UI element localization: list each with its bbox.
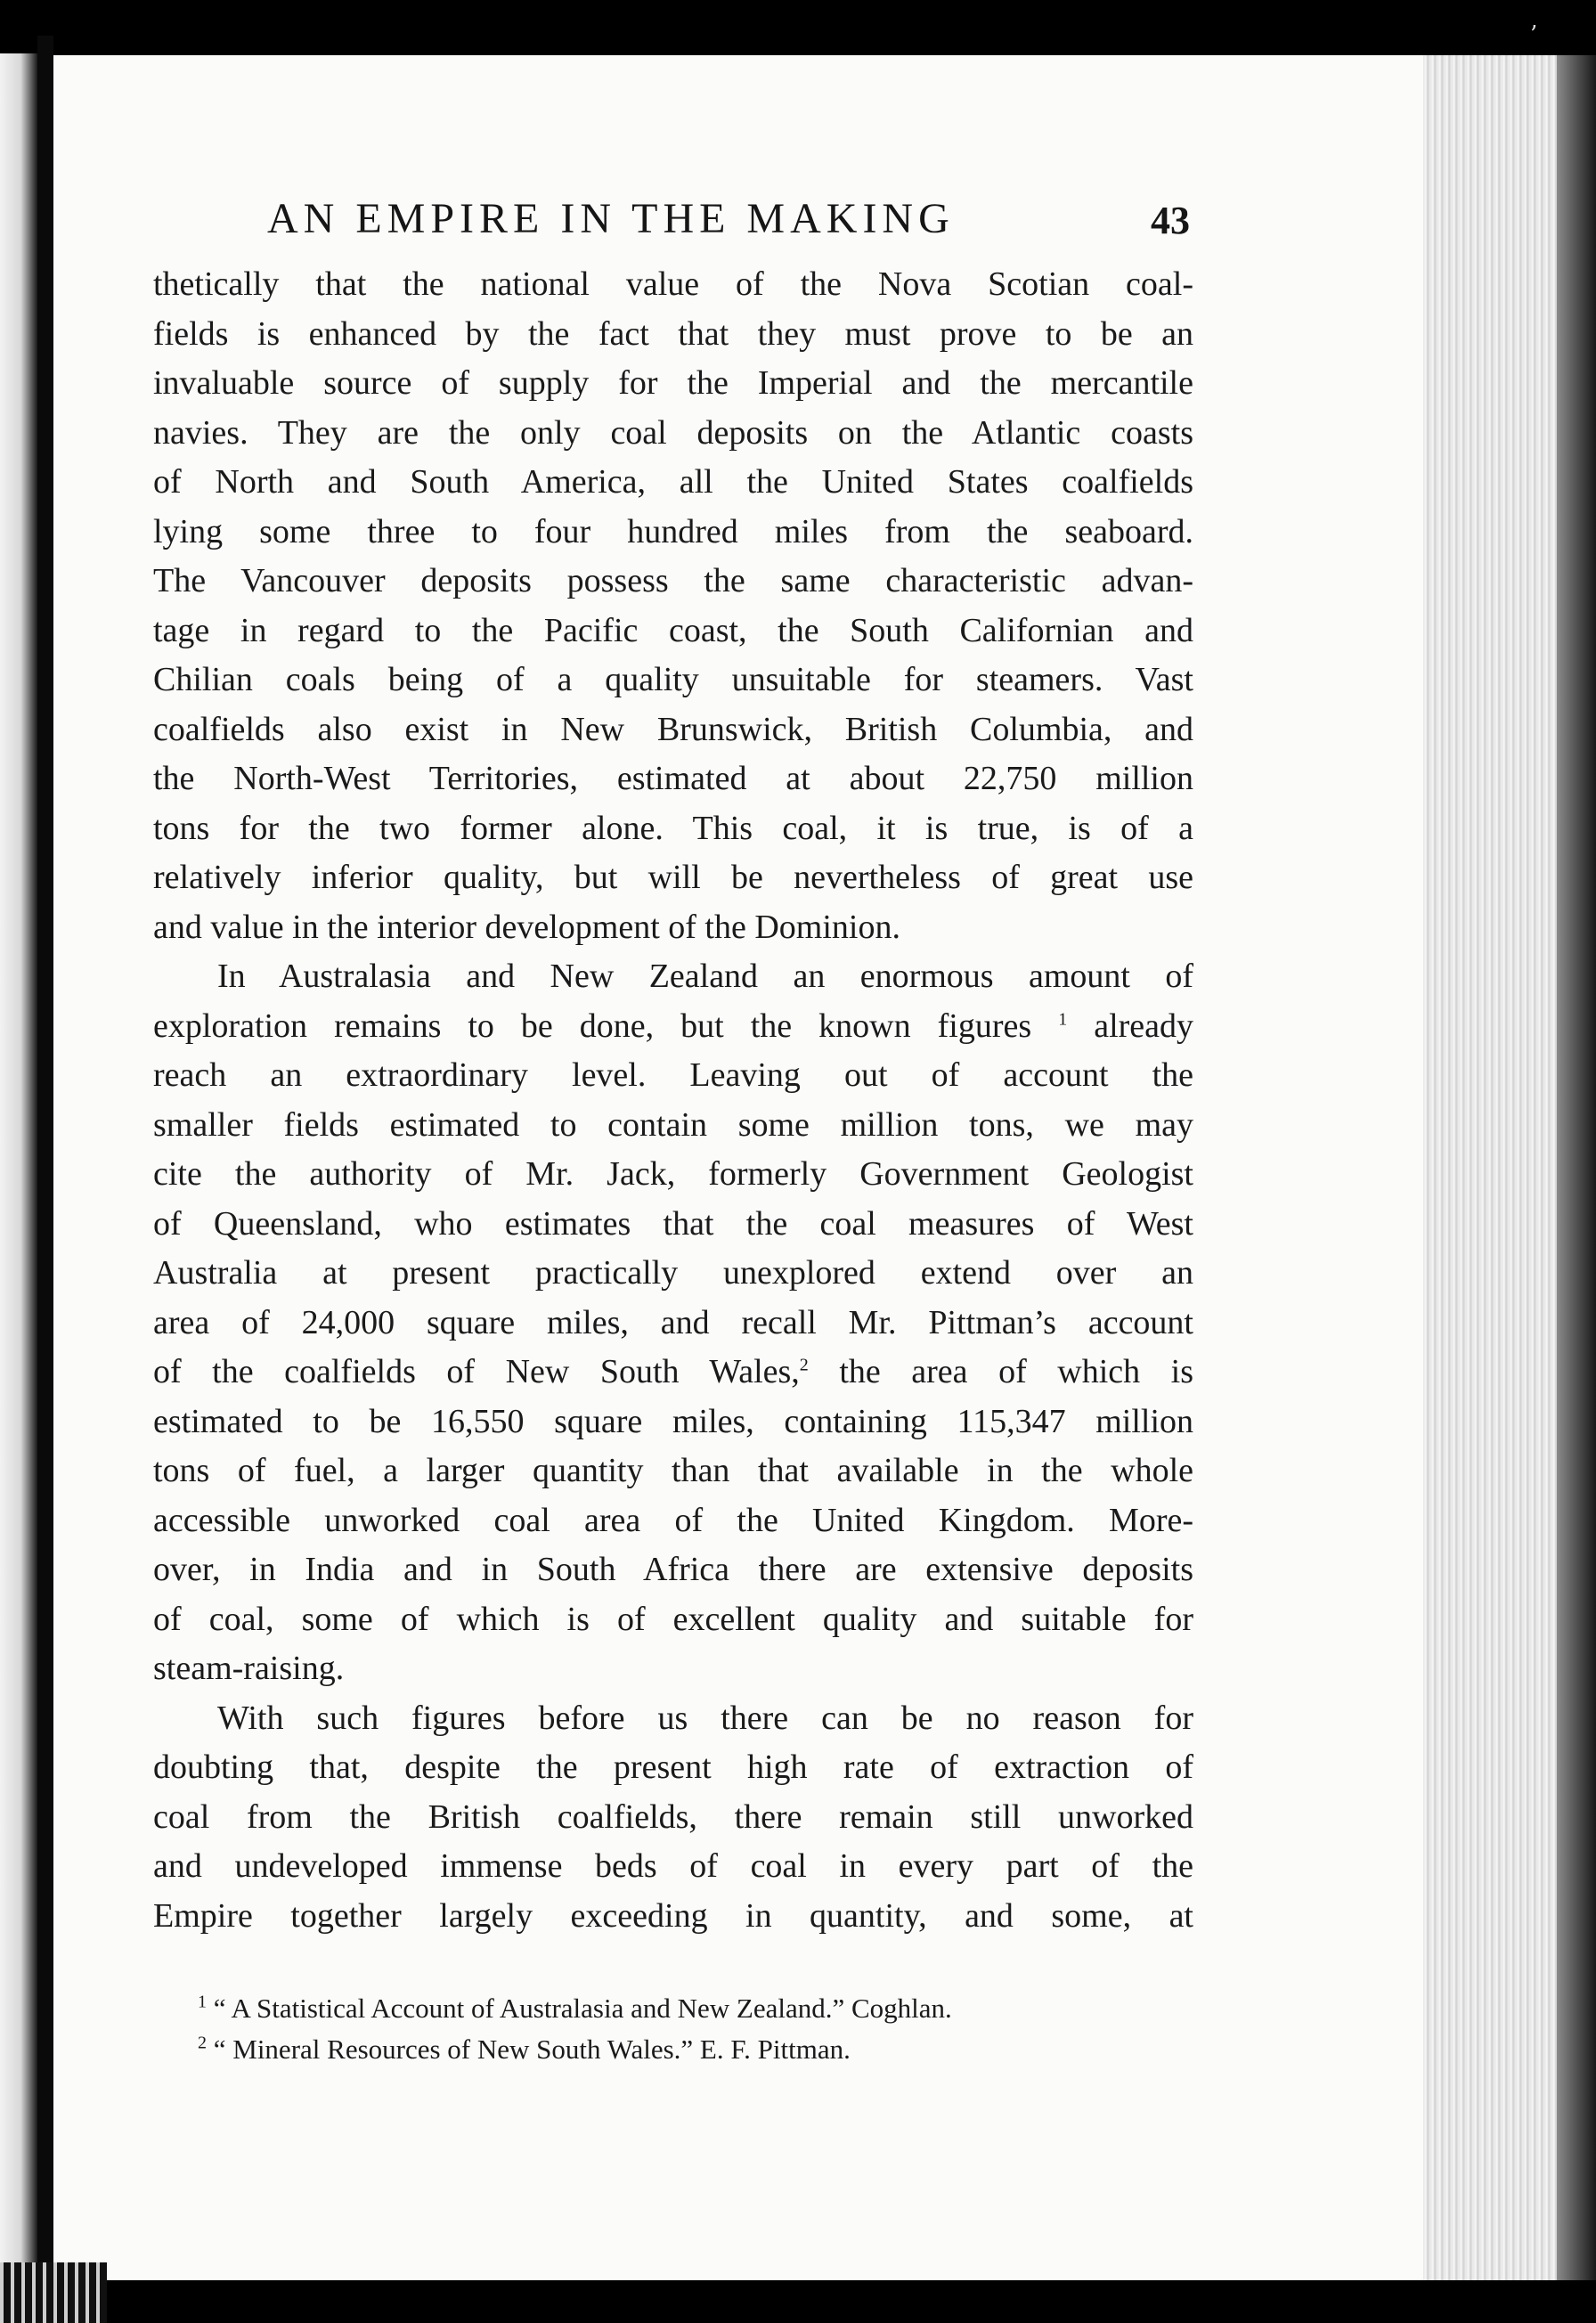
text-line: tons of fuel, a larger quantity than that available in the whole bbox=[153, 1452, 1193, 1489]
text-line: reach an extraordinary level. Leaving out of account the bbox=[153, 1056, 1193, 1094]
text-line: tons for the two former alone. This coal, it is true, is of a bbox=[153, 809, 1193, 847]
page-number: 43 bbox=[1151, 199, 1190, 242]
text-line: The Vancouver deposits possess the same characteristic advan- bbox=[153, 562, 1193, 599]
text-line: cite the authority of Mr. Jack, formerly Government Geologist bbox=[153, 1155, 1193, 1193]
text-line: the North-West Territories, estimated at about 22,750 million bbox=[153, 760, 1193, 797]
text-line: doubting that, despite the present high rate of extraction of bbox=[153, 1748, 1193, 1786]
text-line: coal from the British coalfields, there remain still unworked bbox=[153, 1797, 1193, 1836]
footnote bbox=[198, 1988, 1133, 2029]
text-line: thetically that the national value of the Nova Scotian coal- bbox=[153, 265, 1193, 303]
text-line: In Australasia and New Zealand an enormous amount of bbox=[217, 958, 1193, 995]
text-line: Australia at present practically unexplored extend over an bbox=[153, 1254, 1193, 1292]
footnotes bbox=[198, 1988, 1133, 2070]
footnote-reference: 1 bbox=[1058, 1008, 1068, 1029]
text-line: fields is enhanced by the fact that they must prove to be an bbox=[153, 314, 1193, 353]
text-line: smaller fields estimated to contain some million tons, we may bbox=[153, 1105, 1193, 1144]
text-line: Empire together largely exceeding in quantity, and some, at bbox=[153, 1896, 1193, 1935]
text-line-with-footnote bbox=[153, 1348, 1193, 1398]
text-line: over, in India and in South Africa there are extensive deposits bbox=[153, 1551, 1193, 1588]
footnote-reference: 2 bbox=[799, 1355, 809, 1375]
footnote-marker: 2 bbox=[198, 2033, 207, 2053]
text-line-with-footnote bbox=[153, 1002, 1193, 1052]
left-page-edge bbox=[0, 53, 37, 2262]
text-line: accessible unworked coal area of the United Kingdom. More- bbox=[153, 1501, 1193, 1539]
text-line: Chilian coals being of a quality unsuitable for steamers. Vast bbox=[153, 661, 1193, 698]
book-gutter bbox=[37, 36, 53, 2323]
line-text: of the coalfields of New South Wales, bbox=[153, 1353, 800, 1390]
text-line: relatively inferior quality, but will be nevertheless of great use bbox=[153, 859, 1193, 896]
text-line: estimated to be 16,550 square miles, containing 115,347 million bbox=[153, 1402, 1193, 1440]
text-line: and value in the interior development of the Dominion. bbox=[153, 908, 900, 946]
corner-mark: ’ bbox=[1530, 21, 1538, 48]
text-line: lying some three to four hundred miles from the seaboard. bbox=[153, 512, 1193, 550]
stacked-page-edges bbox=[1423, 55, 1557, 2280]
text-line: steam-raising. bbox=[153, 1650, 345, 1687]
binding-fringe bbox=[0, 2262, 107, 2323]
text-line: area of 24,000 square miles, and recall Mr. Pittman’s account bbox=[153, 1303, 1193, 1341]
line-text: the area of which is bbox=[808, 1353, 1193, 1390]
running-title: AN EMPIRE IN THE MAKING bbox=[267, 195, 955, 242]
text-line: tage in regard to the Pacific coast, the South Californian and bbox=[153, 611, 1193, 649]
footnote bbox=[198, 2029, 1133, 2070]
line-text: already bbox=[1067, 1007, 1194, 1045]
line-text: exploration remains to be done, but the known figures bbox=[153, 1007, 1032, 1045]
text-line: and undeveloped immense beds of coal in every part of the bbox=[153, 1847, 1193, 1885]
text-line: navies. They are the only coal deposits on the Atlantic coasts bbox=[153, 413, 1193, 452]
text-line: invaluable source of supply for the Imperial and the mercantile bbox=[153, 364, 1193, 402]
text-line: coalfields also exist in New Brunswick, British Columbia, and bbox=[153, 710, 1193, 748]
text-line: With such figures before us there can be no reason for bbox=[217, 1699, 1193, 1737]
text-line: of North and South America, all the United States coalfields bbox=[153, 463, 1193, 501]
footnote-marker: 1 bbox=[198, 1992, 207, 2012]
footnote-text: “ A Statistical Account of Australasia and New Zealand.” Coghlan. bbox=[207, 1993, 952, 2024]
page-edge-shadow bbox=[1557, 55, 1596, 2280]
footnote-text: “ Mineral Resources of New South Wales.” E. F. Pittman. bbox=[207, 2034, 851, 2065]
body-text bbox=[153, 260, 1193, 1941]
text-line: of coal, some of which is of excellent quality and suitable for bbox=[153, 1600, 1193, 1638]
text-line: of Queensland, who estimates that the coal measures of West bbox=[153, 1204, 1193, 1243]
